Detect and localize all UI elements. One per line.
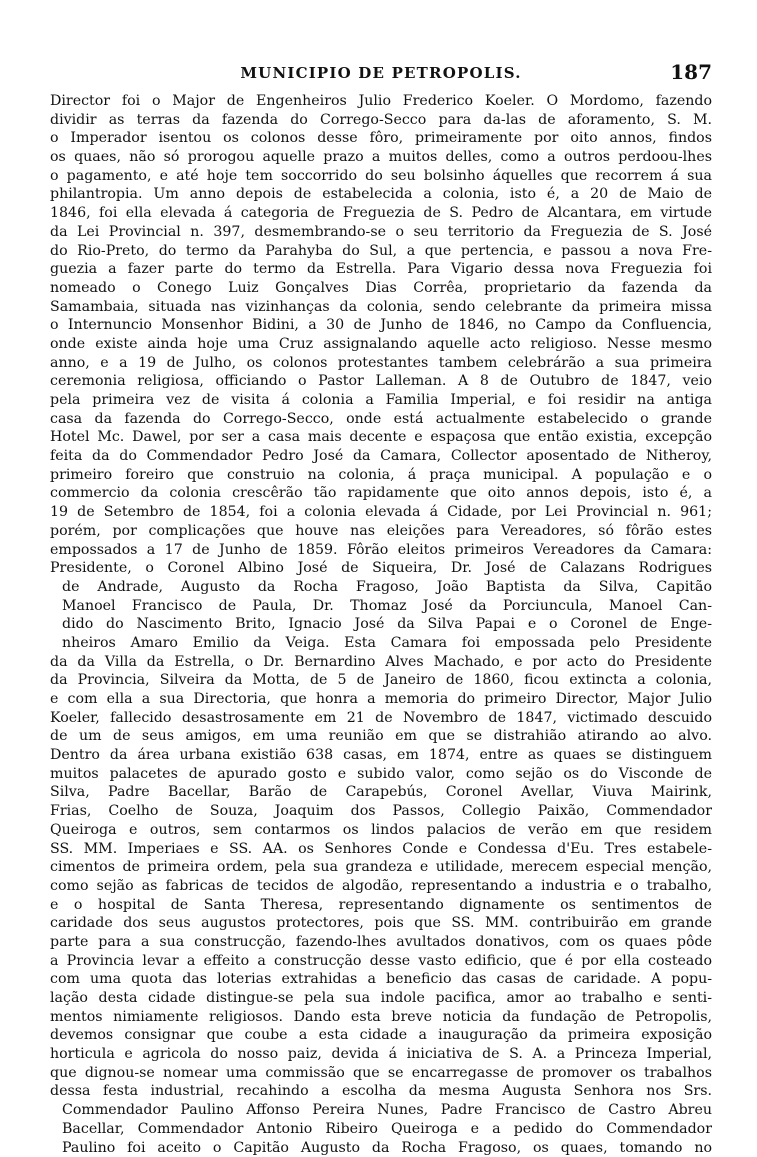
text-line: o pagamento, e até hoje tem soccorrido do seu bolsinho áquelles que recorrem á sua	[50, 167, 712, 186]
text-line: com uma quota das loterias extrahidas a beneficio das casas de caridade. A popu-	[50, 970, 712, 989]
text-line: casa da fazenda do Corrego-Secco, onde está actualmente estabelecido o grande	[50, 410, 712, 429]
page-header	[50, 64, 712, 90]
text-line: horticula e agricola do nosso paiz, devida á iniciativa de S. A. a Princeza Imperial,	[50, 1045, 712, 1064]
body-text	[50, 92, 712, 1157]
text-line: de Andrade, Augusto da Rocha Fragoso, João Baptista da Silva, Capitão	[50, 578, 712, 597]
text-line: o Imperador isentou os colonos desse fôro, primeiramente por oito annos, findos	[50, 129, 712, 148]
text-line: Queiroga e outros, sem contarmos os lindos palacios de verão em que residem	[50, 821, 712, 840]
text-line: Manoel Francisco de Paula, Dr. Thomaz José da Porciuncula, Manoel Can-	[50, 597, 712, 616]
text-line: e com ella a sua Directoria, que honra a memoria do primeiro Director, Major Julio	[50, 690, 712, 709]
text-line: e o hospital de Santa Theresa, representando dignamente os sentimentos de	[50, 896, 712, 915]
text-line: porém, por complicações que houve nas eleições para Vereadores, só fôrão estes	[50, 522, 712, 541]
text-line: da Provincia, Silveira da Motta, de 5 de Janeiro de 1860, ficou extincta a colonia,	[50, 671, 712, 690]
text-line: philantropia. Um anno depois de estabelecida a colonia, isto é, a 20 de Maio de	[50, 185, 712, 204]
text-line: que dignou-se nomear uma commissão que se encarregasse de promover os trabalhos	[50, 1064, 712, 1083]
text-line: parte para a sua construcção, fazendo-lhes avultados donativos, com os quaes pôde	[50, 933, 712, 952]
text-line: lação desta cidade distingue-se pela sua indole pacifica, amor ao trabalho e senti-	[50, 989, 712, 1008]
text-line: de um de seus amigos, em uma reunião em que se distrahião atirando ao alvo.	[50, 727, 712, 746]
text-line: da Lei Provincial n. 397, desmembrando-se o seu territorio da Freguezia de S. José	[50, 223, 712, 242]
text-line: o Internuncio Monsenhor Bidini, a 30 de Junho de 1846, no Campo da Confluencia,	[50, 316, 712, 335]
text-line: dessa festa industrial, recahindo a escolha da mesma Augusta Senhora nos Srs.	[50, 1082, 712, 1101]
text-line: caridade dos seus augustos protectores, pois que SS. MM. contribuirão em grande	[50, 914, 712, 933]
text-line: ceremonia religiosa, officiando o Pastor Lalleman. A 8 de Outubro de 1847, veio	[50, 372, 712, 391]
text-line: Silva, Padre Bacellar, Barão de Carapebús, Coronel Avellar, Viuva Mairink,	[50, 783, 712, 802]
text-line: da da Villa da Estrella, o Dr. Bernardino Alves Machado, e por acto do Presidente	[50, 653, 712, 672]
text-line: primeiro foreiro que construio na colonia, á praça municipal. A população e o	[50, 466, 712, 485]
text-line: Samambaia, situada nas vizinhanças da colonia, sendo celebrante da primeira missa	[50, 298, 712, 317]
text-line: dividir as terras da fazenda do Corrego-Secco para da-las de aforamento, S. M.	[50, 111, 712, 130]
text-line: Presidente, o Coronel Albino José de Siqueira, Dr. José de Calazans Rodrigues	[50, 559, 712, 578]
running-title: MUNICIPIO DE PETROPOLIS.	[50, 64, 712, 82]
text-line: Koeler, fallecido desastrosamente em 21 de Novembro de 1847, victimado descuido	[50, 709, 712, 728]
text-line: nheiros Amaro Emilio da Veiga. Esta Camara foi empossada pelo Presidente	[50, 634, 712, 653]
text-line: 19 de Setembro de 1854, foi a colonia elevada á Cidade, por Lei Provincial n. 961;	[50, 503, 712, 522]
page-number: 187	[670, 60, 712, 84]
text-line: nomeado o Conego Luiz Gonçalves Dias Corrêa, proprietario da fazenda da	[50, 279, 712, 298]
text-line: 1846, foi ella elevada á categoria de Freguezia de S. Pedro de Alcantara, em virtude	[50, 204, 712, 223]
text-line: a Provincia levar a effeito a construcção desse vasto edificio, que é por ella costeado	[50, 952, 712, 971]
text-line: Frias, Coelho de Souza, Joaquim dos Passos, Collegio Paixão, Commendador	[50, 802, 712, 821]
text-line: Hotel Mc. Dawel, por ser a casa mais decente e espaçosa que então existia, excepção	[50, 428, 712, 447]
text-line: commercio da colonia crescêrão tão rapidamente que oito annos depois, isto é, a	[50, 484, 712, 503]
text-line: como sejão as fabricas de tecidos de algodão, representando a industria e o trabalho,	[50, 877, 712, 896]
text-line: guezia a fazer parte do termo da Estrella. Para Vigario dessa nova Freguezia foi	[50, 260, 712, 279]
text-line: muitos palacetes de apurado gosto e subido valor, como sejão os do Visconde de	[50, 765, 712, 784]
text-line: Bacellar, Commendador Antonio Ribeiro Queiroga e a pedido do Commendador	[50, 1120, 712, 1139]
text-line: empossados a 17 de Junho de 1859. Fôrão eleitos primeiros Vereadores da Camara:	[50, 541, 712, 560]
text-line: SS. MM. Imperiaes e SS. AA. os Senhores Conde e Condessa d'Eu. Tres estabele-	[50, 840, 712, 859]
text-line: Director foi o Major de Engenheiros Julio Frederico Koeler. O Mordomo, fazendo	[50, 92, 712, 111]
text-line: mentos nimiamente religiosos. Dando esta breve noticia da fundação de Petropolis,	[50, 1008, 712, 1027]
text-line: dido do Nascimento Brito, Ignacio José da Silva Papai e o Coronel de Enge-	[50, 615, 712, 634]
text-line: Commendador Paulino Affonso Pereira Nunes, Padre Francisco de Castro Abreu	[50, 1101, 712, 1120]
text-line: anno, e a 19 de Julho, os colonos protestantes tambem celebrárão a sua primeira	[50, 354, 712, 373]
text-line: cimentos de primeira ordem, pela sua grandeza e utilidade, merecem especial menção,	[50, 858, 712, 877]
text-line: Dentro da área urbana existião 638 casas, em 1874, entre as quaes se distinguem	[50, 746, 712, 765]
text-line: onde existe ainda hoje uma Cruz assignalando aquelle acto religioso. Nesse mesmo	[50, 335, 712, 354]
text-line: pela primeira vez de visita á colonia a Familia Imperial, e foi residir na antiga	[50, 391, 712, 410]
text-line: Paulino foi aceito o Capitão Augusto da Rocha Fragoso, os quaes, tomando no	[50, 1139, 712, 1157]
text-line: do Rio-Preto, do termo da Parahyba do Sul, a que pertencia, e passou a nova Fre-	[50, 242, 712, 261]
text-line: devemos consignar que coube a esta cidade a inauguração da primeira exposição	[50, 1026, 712, 1045]
text-line: os quaes, não só prorogou aquelle prazo a muitos delles, como a outros perdoou-lhes	[50, 148, 712, 167]
text-line: feita da do Commendador Pedro José da Camara, Collector aposentado de Nitheroy,	[50, 447, 712, 466]
